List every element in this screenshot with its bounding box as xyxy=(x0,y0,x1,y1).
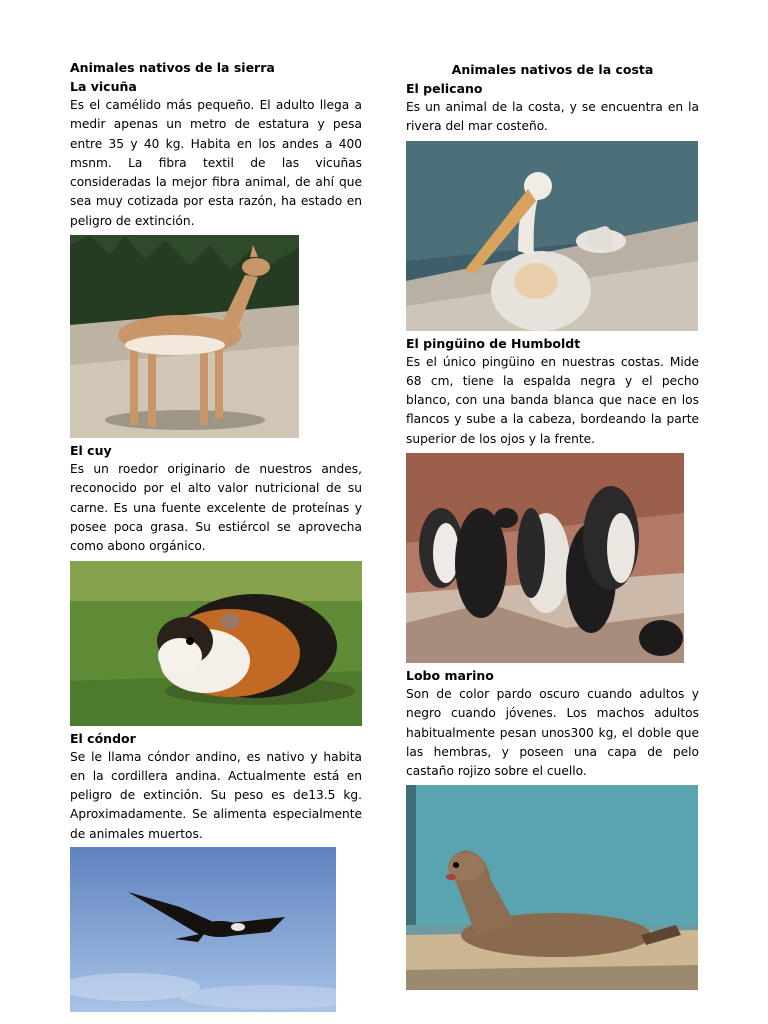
pelicano-text: Es un animal de la costa, y se encuentra en la rivera del mar costeño. xyxy=(406,100,699,134)
cuy-heading: El cuy xyxy=(70,443,112,459)
sierra-column xyxy=(70,58,362,1012)
costa-section-title: Animales nativos de la costa xyxy=(451,62,654,77)
lobo-text: Son de color pardo oscuro cuando adultos y negro cuando jóvenes. Los machos adultos habitualmente pesan unos300 kg, el doble que las hembras, y poseen una capa de pelo castaño rojizo sobre el cuello. xyxy=(406,687,699,779)
pinguino-heading: El pingüino de Humboldt xyxy=(406,335,581,351)
condor-heading: El cóndor xyxy=(70,730,136,746)
lobo-photo xyxy=(406,785,698,990)
pelicano-photo xyxy=(406,141,698,331)
pinguino-text: Es el único pingüino en nuestras costas. Mide 68 cm, tiene la espalda negra y el pecho blanco, con una banda blanca que nace en los flancos y sube a la cabeza, bordeando la parte superior de los ojos y la frente. xyxy=(406,354,699,446)
vicuna-photo xyxy=(70,235,299,438)
costa-column xyxy=(406,58,699,990)
lobo-heading: Lobo marino xyxy=(406,668,494,684)
vicuna-heading: La vicuña xyxy=(70,79,137,94)
vicuna-text: Es el camélido más pequeño. El adulto llega a medir apenas un metro de estatura y pesa entre 35 y 40 kg. Habita en los andes a 400 msnm. La fibra textil de las vicuñas consideradas la mejor fibra animal, de ahí que sea muy cotizada por esta razón, ha estado en peligro de extinción. xyxy=(70,98,362,228)
cuy-text: Es un roedor originario de nuestros andes, reconocido por el alto valor nutricional de su carne. Es una fuente excelente de proteínas y posee poca grasa. Su estiércol se aprovecha como abono orgánico. xyxy=(70,462,362,554)
pinguino-photo xyxy=(406,453,684,663)
pelicano-heading: El pelicano xyxy=(406,81,483,96)
condor-text: Se le llama cóndor andino, es nativo y habita en la cordillera andina. Actualmente está en peligro de extinción. Su peso es de13.5 kg. Aproximadamente. Se alimenta especialmente de animales muertos. xyxy=(70,749,362,841)
cuy-photo xyxy=(70,561,362,726)
condor-photo xyxy=(70,847,336,1012)
sierra-section-title: Animales nativos de la sierra xyxy=(70,60,275,75)
